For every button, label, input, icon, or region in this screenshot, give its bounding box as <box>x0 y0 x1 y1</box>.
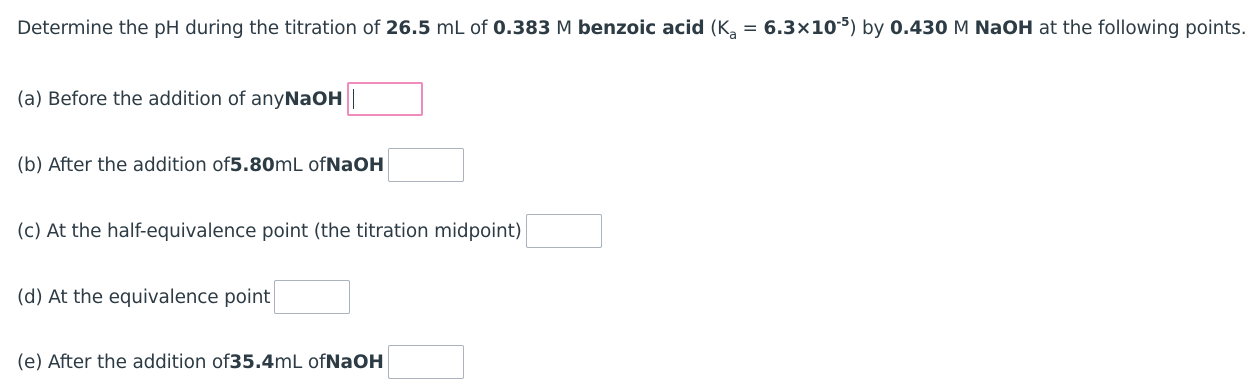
ka-close: ) by <box>849 18 890 39</box>
part-d-answer-input[interactable] <box>274 280 350 314</box>
part-b-naoh: NaOH <box>325 154 385 176</box>
ka-exponent: -5 <box>836 15 850 29</box>
part-b-answer-input[interactable] <box>388 148 464 182</box>
part-b-label: (b) After the addition of <box>17 154 230 176</box>
ka-equals: = <box>736 18 764 39</box>
acid-name: benzoic acid <box>577 18 705 39</box>
part-a-answer-wrap <box>343 82 423 116</box>
part-e-label: (e) After the addition of <box>17 351 230 373</box>
part-a <box>17 82 423 116</box>
part-d <box>17 280 350 314</box>
unit-m: M <box>550 18 578 39</box>
part-c-answer-input[interactable] <box>526 214 602 248</box>
ka-value: 6.3×10 <box>763 18 837 39</box>
part-d-label: (d) At the equivalence point <box>17 286 271 308</box>
base-name: NaOH <box>974 18 1034 39</box>
part-e-unit: mL of <box>274 351 326 373</box>
part-c-label: (c) At the half-equivalence point (the titration midpoint) <box>17 220 522 242</box>
unit-ml: mL of <box>430 18 493 39</box>
part-a-naoh: NaOH <box>284 88 343 110</box>
part-e-volume: 35.4 <box>229 351 275 373</box>
part-c <box>17 214 602 248</box>
part-b <box>17 148 464 182</box>
unit-m-2: M <box>947 18 975 39</box>
part-e <box>17 345 464 379</box>
question-lead: Determine the pH during the titration of <box>17 18 386 39</box>
acid-volume: 26.5 <box>385 18 431 39</box>
question-text <box>17 15 1246 43</box>
ka-open: (K <box>704 18 730 39</box>
ka-subscript: a <box>729 28 737 43</box>
part-a-answer-input[interactable] <box>347 82 423 116</box>
text-caret <box>353 89 354 109</box>
question-tail: at the following points. <box>1033 18 1246 39</box>
part-b-unit: mL of <box>274 154 326 176</box>
part-e-answer-input[interactable] <box>388 345 464 379</box>
part-b-volume: 5.80 <box>229 154 275 176</box>
base-concentration: 0.430 <box>889 18 948 39</box>
part-a-label: (a) Before the addition of any <box>17 88 285 110</box>
part-e-naoh: NaOH <box>325 351 384 373</box>
acid-concentration: 0.383 <box>492 18 551 39</box>
